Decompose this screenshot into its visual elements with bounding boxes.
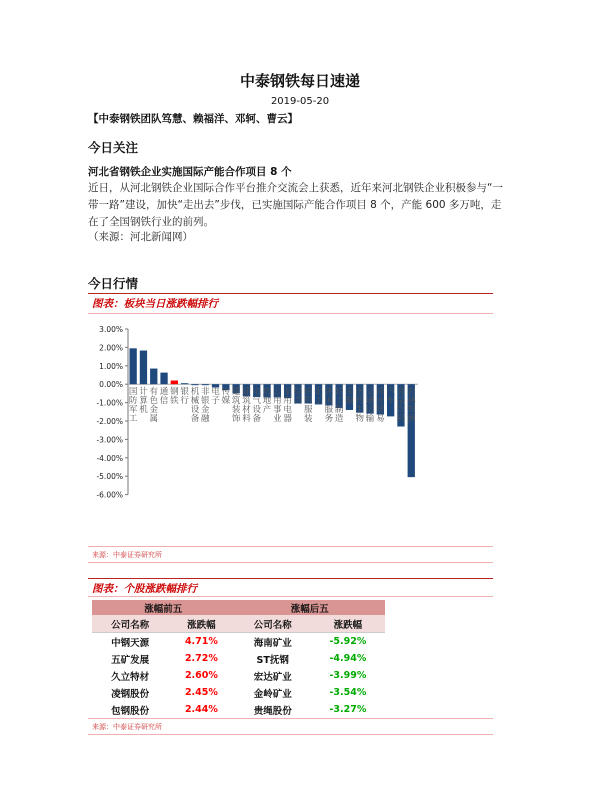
table-row bbox=[92, 667, 385, 684]
category-label: 电子 bbox=[211, 387, 220, 407]
top-name-cell: 中钢天源 bbox=[111, 637, 150, 649]
bottom-name-cell: ST抚钢 bbox=[256, 654, 289, 666]
category-label: 计算机 bbox=[139, 387, 148, 416]
group-header-bottom: 涨幅后五 bbox=[235, 600, 385, 615]
y-tick-label: -2.00% bbox=[96, 417, 123, 426]
col-header-change: 涨跌幅 bbox=[311, 615, 385, 633]
table-panel-title: 图表：个股涨跌幅排行 bbox=[92, 583, 197, 595]
category-label: 传媒 bbox=[221, 387, 231, 407]
col-header-name: 公司名称 bbox=[92, 615, 168, 633]
top-name-cell: 凌钢股份 bbox=[111, 688, 150, 700]
panel-divider bbox=[88, 734, 493, 735]
y-tick-label: -6.00% bbox=[96, 490, 123, 500]
top-name-cell: 久立特材 bbox=[111, 671, 150, 683]
section-heading-focus: 今日关注 bbox=[88, 140, 139, 155]
category-label: 综合 bbox=[293, 387, 303, 407]
category-label: 机械设备 bbox=[190, 387, 200, 425]
category-label: 银行 bbox=[180, 387, 189, 407]
news-title: 河北省钢铁企业实施国际产能合作项目 8 个 bbox=[88, 166, 292, 178]
bar-有色金属 bbox=[150, 369, 157, 385]
table-row bbox=[92, 701, 385, 719]
bar-计算机 bbox=[140, 351, 147, 385]
stock-change-table bbox=[92, 600, 385, 719]
table-row bbox=[92, 650, 385, 667]
chart-panel-title: 图表：板块当日涨跌幅排行 bbox=[92, 298, 218, 310]
top-change-cell: 2.44% bbox=[168, 701, 234, 719]
category-label: 国防军工 bbox=[128, 387, 138, 425]
y-tick-label: -4.00% bbox=[96, 453, 123, 463]
category-label: 公用事业 bbox=[273, 387, 282, 425]
table-row bbox=[92, 684, 385, 701]
category-label: 有色金属 bbox=[149, 387, 159, 425]
top-change-cell: 2.72% bbox=[184, 653, 218, 664]
bar-机械设备 bbox=[191, 384, 198, 385]
category-label: 建筑材料 bbox=[242, 387, 251, 425]
category-label: 交通运输 bbox=[365, 387, 375, 425]
chart-source: 来源：中泰证券研究所 bbox=[92, 551, 162, 559]
y-tick-label: 1.00% bbox=[99, 361, 123, 371]
bottom-name-cell: 宏达矿业 bbox=[253, 671, 292, 683]
category-label: 电气设备 bbox=[252, 387, 262, 425]
panel-divider bbox=[88, 546, 493, 547]
y-tick-label: 2.00% bbox=[99, 343, 123, 353]
bottom-name-cell: 金岭矿业 bbox=[253, 688, 292, 700]
report-date: 2019-05-20 bbox=[270, 96, 330, 107]
category-label: 休闲服务 bbox=[324, 387, 334, 425]
news-source: （来源：河北新闻网） bbox=[88, 231, 193, 243]
team-line: 【中泰钢铁团队笃慧、赖福洋、邓轲、曹云】 bbox=[88, 113, 298, 125]
top-name-cell: 包钢股份 bbox=[92, 701, 168, 719]
group-header-top: 涨幅前五 bbox=[92, 600, 235, 615]
category-label: 食品饮料 bbox=[396, 387, 406, 425]
top-change-cell: 4.71% bbox=[184, 636, 218, 647]
report-title: 中泰钢铁每日速递 bbox=[239, 72, 360, 90]
bottom-name-cell: 贵绳股份 bbox=[235, 701, 311, 719]
category-label: 采掘 bbox=[345, 387, 354, 407]
bottom-change-cell: -3.54% bbox=[329, 687, 367, 698]
sector-change-chart bbox=[88, 318, 428, 518]
bottom-change-cell: -4.94% bbox=[329, 653, 367, 664]
section-heading-market: 今日行情 bbox=[88, 276, 139, 291]
y-tick-label: -1.00% bbox=[96, 398, 123, 408]
category-label: 商业贸易 bbox=[376, 387, 385, 425]
table-source: 来源：中泰证券研究所 bbox=[92, 723, 162, 731]
panel-divider bbox=[88, 596, 493, 597]
panel-divider bbox=[88, 718, 493, 719]
panel-divider bbox=[88, 562, 493, 563]
bar-钢铁 bbox=[171, 381, 178, 385]
top-change-cell: 2.60% bbox=[184, 670, 218, 681]
category-label: 汽车 bbox=[386, 387, 395, 407]
y-tick-label: 0.00% bbox=[99, 380, 123, 390]
bottom-change-cell: -3.99% bbox=[329, 670, 367, 681]
category-label: 化工 bbox=[314, 387, 323, 407]
category-label: 纺织服装 bbox=[303, 387, 313, 425]
col-header-change: 涨跌幅 bbox=[168, 615, 234, 633]
y-tick-label: 3.00% bbox=[99, 325, 123, 334]
panel-divider bbox=[88, 578, 493, 579]
category-label: 通信 bbox=[159, 387, 169, 407]
bottom-change-cell: -5.92% bbox=[329, 636, 367, 647]
category-label: 钢铁 bbox=[170, 387, 179, 407]
bottom-change-cell: -3.27% bbox=[311, 701, 385, 719]
bottom-name-cell: 海南矿业 bbox=[253, 637, 292, 649]
news-body: 近日，从河北钢铁企业国际合作平台推介交流会上获悉，近年来河北钢铁企业积极参与“一带一路”建设，加快“走出去”步伐，已实施国际产能合作项目 8 个，产能 600 多万吨，走在了全国钢铁行业的前列。 bbox=[88, 182, 503, 228]
category-label: 农林牧渔 bbox=[406, 387, 416, 425]
top-name-cell: 五矿发展 bbox=[111, 654, 150, 666]
col-header-name: 公司名称 bbox=[235, 615, 311, 633]
category-label: 非银金融 bbox=[200, 387, 210, 425]
category-label: 家用电器 bbox=[283, 387, 292, 425]
y-tick-label: -3.00% bbox=[96, 435, 123, 445]
category-label: 医药生物 bbox=[355, 387, 365, 425]
top-change-cell: 2.45% bbox=[184, 687, 218, 698]
category-label: 建筑装饰 bbox=[231, 387, 241, 425]
y-tick-label: -5.00% bbox=[96, 472, 123, 482]
panel-divider bbox=[88, 293, 493, 294]
bar-银行 bbox=[181, 383, 188, 384]
bar-国防军工 bbox=[130, 348, 137, 384]
category-label: 轻工制造 bbox=[334, 387, 344, 425]
bar-非银金融 bbox=[202, 384, 209, 385]
bar-通信 bbox=[160, 373, 167, 385]
panel-divider bbox=[88, 313, 493, 314]
category-label: 房地产 bbox=[262, 387, 272, 416]
table-row bbox=[92, 633, 385, 651]
